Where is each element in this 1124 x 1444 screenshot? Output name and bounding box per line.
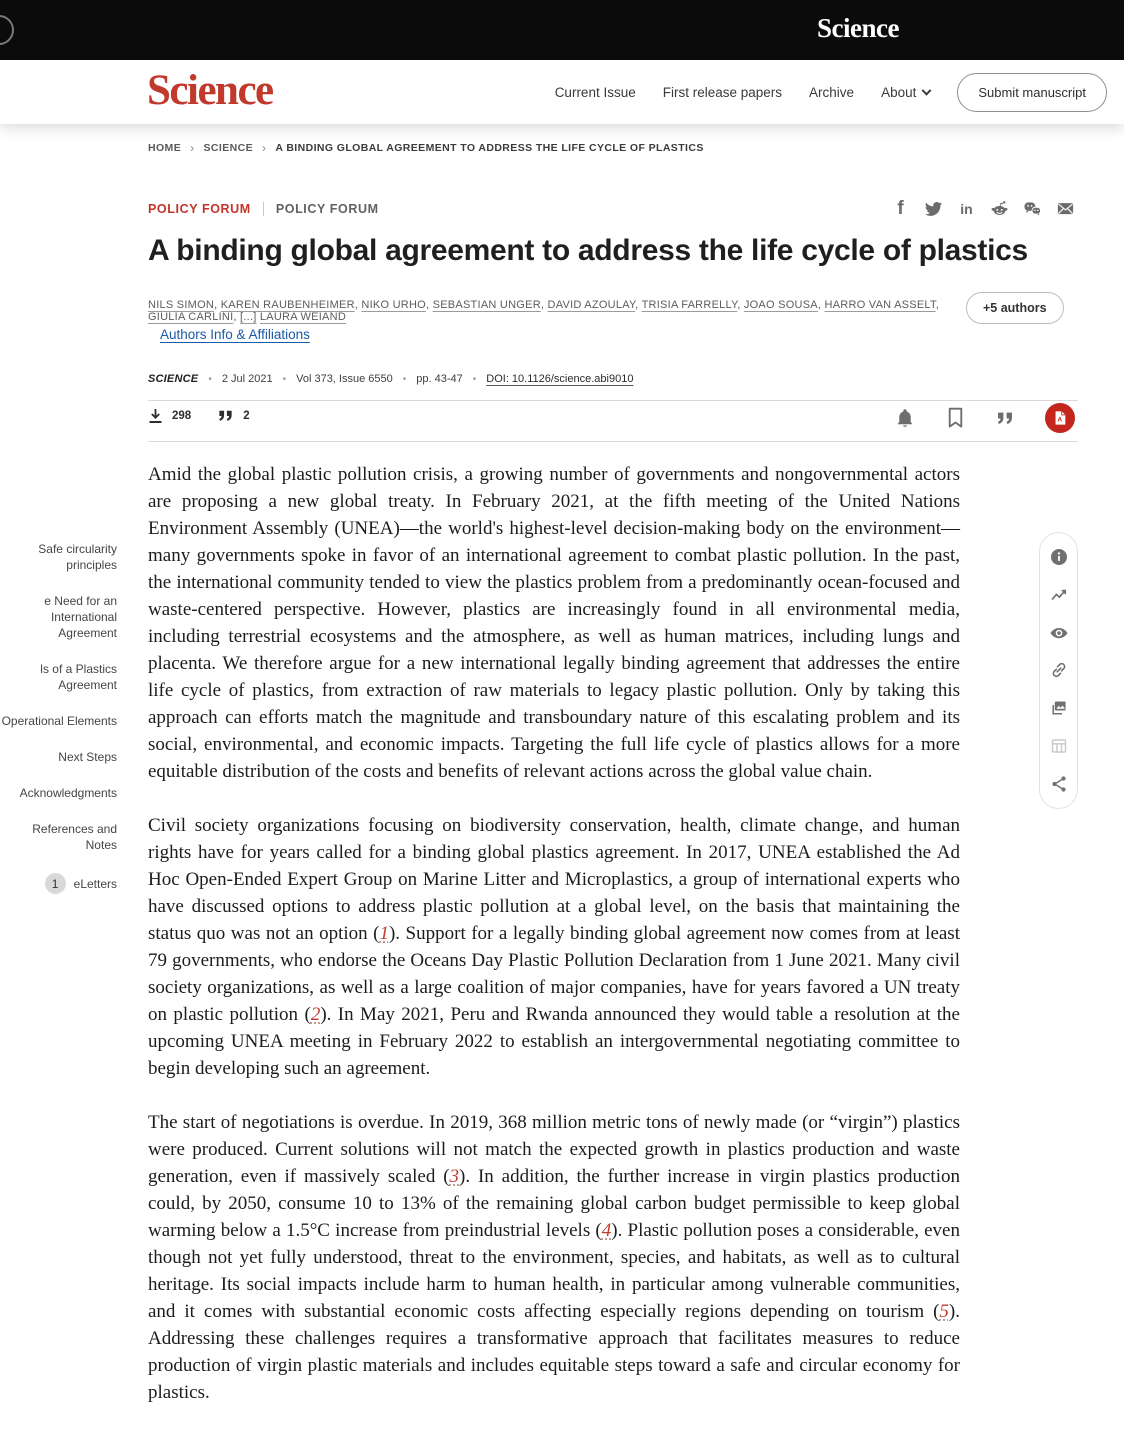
breadcrumb-item: A BINDING GLOBAL AGREEMENT TO ADDRESS THE LIFE CYCLE OF PLASTICS — [275, 142, 704, 154]
toc-item[interactable]: ls of a Plastics Agreement — [40, 662, 117, 692]
article-meta-row — [148, 373, 633, 385]
author-link[interactable]: GIULIA CARLINI — [148, 311, 234, 323]
toc-item[interactable]: Next Steps — [58, 750, 117, 764]
nav-current-issue[interactable]: Current Issue — [554, 84, 636, 100]
category-policy-forum[interactable]: POLICY FORUM — [148, 202, 251, 216]
authors-info-link[interactable]: Authors Info & Affiliations — [160, 327, 310, 342]
more-authors-button[interactable]: +5 authors — [966, 292, 1064, 324]
breadcrumb-item[interactable]: SCIENCE — [203, 142, 253, 154]
toc-item[interactable]: Acknowledgments — [19, 786, 117, 800]
toc-item[interactable]: Operational Elements — [1, 714, 117, 728]
share-icon[interactable] — [1050, 775, 1068, 793]
breadcrumb-item[interactable]: HOME — [148, 142, 182, 154]
toc-sidebar — [0, 541, 117, 894]
get-link-icon[interactable] — [1050, 661, 1068, 679]
downloads-icon — [148, 408, 163, 424]
topbar-science-brand[interactable]: Science — [817, 13, 899, 43]
citation-link[interactable]: 5 — [939, 1301, 949, 1322]
reddit-icon[interactable] — [990, 199, 1009, 218]
author-link[interactable]: NILS SIMON — [148, 299, 215, 311]
meta-dot: • — [208, 373, 212, 385]
meta-dot: • — [282, 373, 287, 385]
meta-dot: • — [472, 373, 477, 385]
nav-first-release-papers[interactable]: First release papers — [662, 84, 783, 100]
paragraph: Amid the global plastic pollution crisis, a growing number of governments and nongovernmental actors are proposing a new global treaty. In February 2021, at the fifth meeting of the United Nations Environment Assembly (UNEA)—the world's highest-level decision-making body on the environment—many governments spoke in favor of an international agreement to combat plastic pollution. In the past, the international community tended to view the plastics problem from a predominantly ocean-focused and waste-centered perspective. However, plastics are increasingly found in all environmental media, including terrestrial ecosystems and the atmosphere, as well as human matrices, including lungs and placenta. We therefore argue for a new international legally binding agreement that addresses the entire life cycle of plastics, from extraction of raw materials to legacy plastic pollution. Only by taking this approach can efforts match the magnitude and transboundary nature of this escalating problem and its social, environmental, and economic impacts. Targeting the full life cycle of plastics allows for a more equitable distribution of the costs and benefits of relevant actions across the global value chain. — [148, 464, 960, 782]
citation-link[interactable]: 4 — [601, 1220, 612, 1241]
meta-dot: • — [402, 373, 407, 385]
page-range: pp. 43-47 — [416, 373, 463, 385]
citation-link[interactable]: 3 — [449, 1166, 460, 1187]
top-black-bar — [0, 0, 1124, 60]
tables-icon — [1050, 737, 1068, 755]
author-link[interactable]: JOAO SOUSA — [743, 299, 818, 311]
journal-name: SCIENCE — [148, 373, 199, 385]
publish-date: 2 Jul 2021 — [221, 373, 273, 385]
author-link[interactable]: NIKO URHO — [361, 299, 426, 311]
views-eye-icon[interactable] — [1049, 624, 1069, 642]
tools-rail — [1039, 532, 1078, 809]
author-link[interactable]: TRISIA FARRELLY — [641, 299, 738, 311]
nav-about[interactable]: About — [881, 85, 930, 100]
toc-list — [0, 541, 117, 853]
divider-line — [148, 400, 1078, 401]
social-share-row — [891, 199, 1075, 218]
authors-line: NILS SIMON, KAREN RAUBENHEIMER, NIKO URHO, SEBASTIAN UNGER, DAVID AZOULAY, TRISIA FARRELLY, JOAO SOUSA, HARRO VAN ASSELT, GIULIA CARLINI, [...] LAURA WEIAND — [148, 299, 940, 323]
linkedin-icon[interactable]: in — [960, 200, 973, 217]
author-link[interactable]: HARRO VAN ASSELT — [824, 299, 936, 311]
figures-icon[interactable] — [1050, 699, 1068, 717]
pdf-download-button[interactable] — [1045, 403, 1075, 433]
site-header — [0, 60, 1124, 124]
author-link[interactable]: LAURA WEIAND — [259, 311, 347, 323]
science-logo[interactable]: Science — [147, 67, 273, 114]
email-icon[interactable] — [1056, 199, 1075, 218]
author-link[interactable]: SEBASTIAN UNGER — [432, 299, 541, 311]
citation-link[interactable]: 1 — [379, 923, 389, 944]
toc-item[interactable]: Safe circularity principles — [38, 542, 117, 572]
submit-manuscript-button[interactable]: Submit manuscript — [957, 73, 1107, 112]
facebook-icon[interactable]: f — [897, 198, 904, 219]
category-divider — [263, 202, 264, 216]
twitter-icon[interactable] — [924, 199, 943, 218]
breadcrumb-separator: › — [190, 141, 195, 155]
article-body — [148, 461, 960, 1433]
author-link[interactable]: KAREN RAUBENHEIMER — [220, 299, 355, 311]
authors-ellipsis[interactable]: [...] — [240, 311, 257, 323]
volume-issue: Vol 373, Issue 6550 — [296, 373, 393, 385]
category-secondary[interactable]: POLICY FORUM — [275, 202, 379, 216]
toc-item-eletters[interactable] — [0, 873, 117, 894]
category-row — [148, 202, 379, 216]
eletters-label: eLetters — [73, 876, 117, 891]
metrics-row — [148, 408, 250, 424]
toc-item[interactable]: References and Notes — [32, 822, 117, 852]
bookmark-icon[interactable] — [946, 407, 965, 429]
downloads-count: 298 — [172, 410, 192, 422]
metrics-trend-icon[interactable] — [1050, 586, 1068, 604]
cite-quote-icon[interactable] — [995, 411, 1015, 426]
paragraph: Civil society organizations focusing on biodiversity conservation, health, climate change, and human rights have for years called for a binding global plastics agreement. In 2017, UNEA established the Ad Hoc Open-Ended Expert Group on Marine Litter and Microplastics, a group of international experts who have discussed options to address plastic pollution at a global level, on the basis that maintaining the status quo was not an option (1). Support for a legally binding global agreement now comes from at least 79 governments, who endorse the Oceans Day Plastic Pollution Declaration from 1 June 2021. Many civil society organizations, as well as a large coalition of major companies, have for years favored a UN treaty on plastic pollution (2). In May 2021, Peru and Rwanda announced they would table a resolution at the upcoming UNEA meeting in February 2022 to establish an intergovernmental negotiating committee to begin developing such an agreement. — [148, 815, 960, 1079]
toc-item[interactable]: e Need for an International Agreement — [44, 594, 117, 640]
header-nav — [555, 60, 931, 124]
citations-icon — [217, 409, 234, 423]
wechat-icon[interactable] — [1023, 199, 1042, 218]
eletters-count-badge: 1 — [45, 873, 66, 894]
citation-link[interactable]: 2 — [310, 1004, 321, 1025]
nav-archive[interactable]: Archive — [809, 84, 855, 100]
alerts-bell-icon[interactable] — [894, 407, 916, 430]
chevron-down-icon — [922, 85, 932, 95]
article-actions — [894, 403, 1075, 433]
paragraph: The start of negotiations is overdue. In 2019, 368 million metric tons of newly made (or “virgin”) plastics were produced. Current solutions will not match the expected growth in plastics production and waste generation, even if massively scaled (3). In addition, the further increase in virgin plastics production could, by 2050, consume 10 to 13% of the remaining global carbon budget permissible to keep global warming below a 1.5°C increase from preindustrial levels (4). Plastic pollution poses a considerable, even though not yet fully understood, threat to the environment, species, and habitats, as well as to cultural heritage. Its social impacts include harm to human health, in particular among vulnerable communities, and it comes with substantial economic costs affecting especially regions depending on tourism (5). Addressing these challenges requires a transformative approach that facilitates measures to reduce production of virgin plastic materials and includes equitable steps toward a safe and circular economy for plastics. — [148, 1112, 960, 1403]
divider-line — [148, 441, 1078, 442]
svg-text:A: A — [1057, 416, 1063, 424]
author-link[interactable]: DAVID AZOULAY — [547, 299, 636, 311]
breadcrumb — [148, 141, 704, 155]
info-icon[interactable] — [1050, 548, 1068, 566]
doi-link[interactable]: DOI: 10.1126/science.abi9010 — [486, 373, 634, 385]
partial-ring-icon — [0, 15, 14, 45]
breadcrumb-separator: › — [262, 141, 267, 155]
article-title: A binding global agreement to address the life cycle of plastics — [148, 234, 1028, 267]
citations-count: 2 — [243, 410, 250, 422]
